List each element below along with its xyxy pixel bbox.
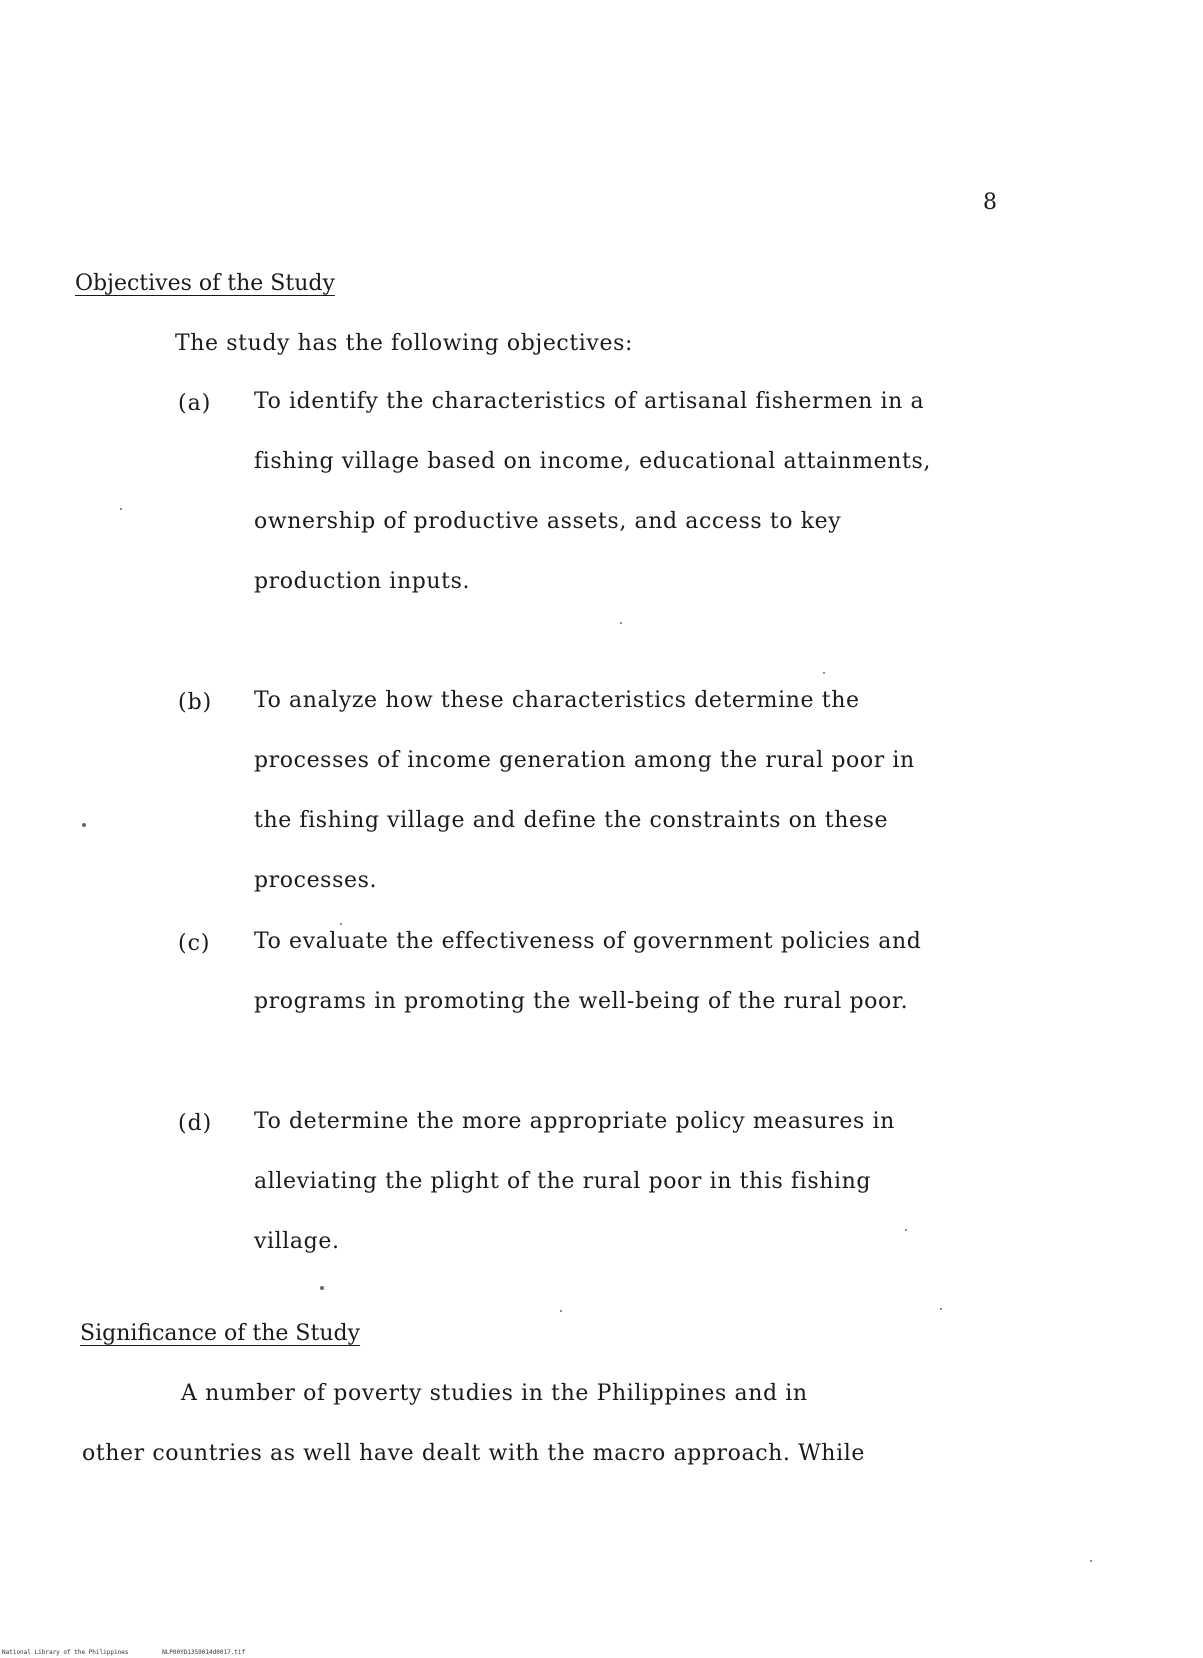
scan-speck [905, 1229, 907, 1231]
objective-text: To evaluate the effectiveness of government policies and programs in promoting the well-being of the rural poor. [254, 929, 922, 1014]
objectives-intro: The study has the following objectives: [175, 331, 633, 356]
scan-speck [320, 1286, 324, 1290]
significance-heading: Significance of the Study [80, 1321, 361, 1346]
significance-paragraph-line: other countries as well have dealt with the macro approach. While [82, 1441, 865, 1466]
scan-footer [2, 1649, 275, 1656]
objective-marker: (c) [178, 931, 211, 956]
scan-speck [1090, 1560, 1092, 1562]
objective-text: To determine the more appropriate policy measures in alleviating the plight of the rural poor in this fishing village. [254, 1109, 895, 1254]
significance-paragraph-line: A number of poverty studies in the Philippines and in [181, 1381, 808, 1406]
page-number: 8 [983, 190, 997, 215]
scan-speck [823, 672, 825, 674]
objective-text: To analyze how these characteristics determine the processes of income generation among the rural poor in the fishing village and define the constraints on these processes. [254, 688, 915, 893]
scan-speck [940, 1308, 942, 1310]
scan-speck [560, 1310, 562, 1312]
scan-speck [120, 508, 122, 510]
scan-speck [340, 923, 342, 925]
objectives-heading: Objectives of the Study [75, 271, 335, 296]
scan-speck [82, 823, 86, 827]
objective-marker: (a) [178, 391, 212, 416]
objective-marker: (b) [178, 690, 213, 715]
objective-marker: (d) [178, 1111, 213, 1136]
objective-text: To identify the characteristics of artisanal fishermen in a fishing village based on income, educational attainments, ownership of productive assets, and access to key production inputs. [254, 389, 931, 594]
scan-speck [620, 622, 622, 624]
footer-library: National Library of the Philippines [2, 1649, 129, 1656]
footer-file: NLP00YD1359014d0017.tif [162, 1649, 246, 1656]
